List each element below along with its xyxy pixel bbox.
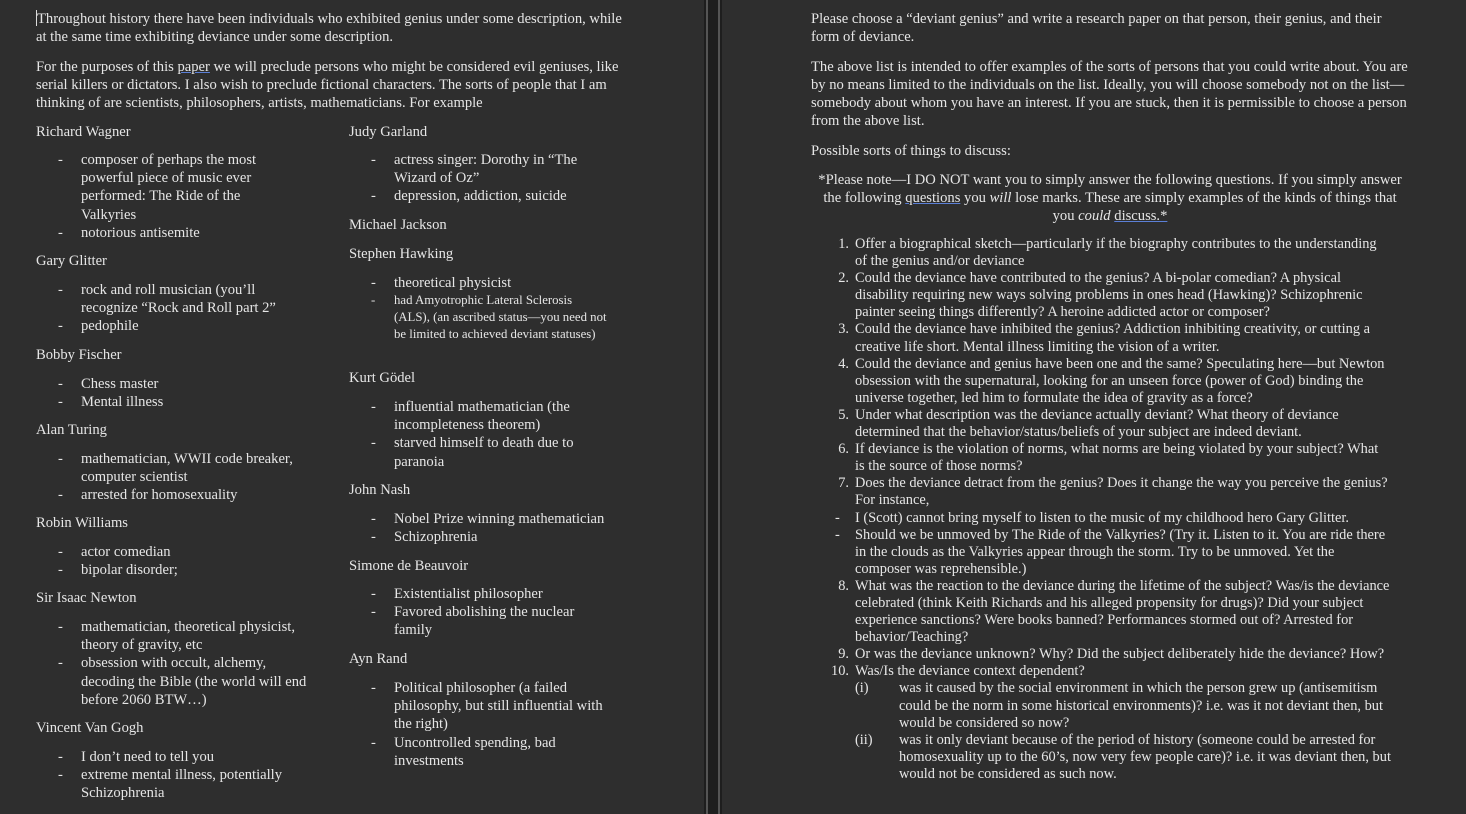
fact-item: - actor comedian (36, 543, 296, 561)
grammar-flag[interactable]: questions (905, 190, 961, 206)
person-facts (349, 510, 629, 546)
person-name: Stephen Hawking (349, 246, 454, 262)
person-facts (36, 151, 276, 242)
intro-paragraph-1: Throughout history there have been individuals who exhibited genius under some description, while at the same time exhibiting deviance under some description. (36, 11, 622, 45)
fact-item: - bipolar disorder; (36, 561, 296, 579)
person-name: Judy Garland (349, 124, 428, 140)
person-name: Alan Turing (36, 422, 107, 438)
question-item: 3. Could the deviance have inhibited the genius? Addiction inhibiting creativity, or cutting a creative life short. Mental illness limiting the vision of a writer. (838, 321, 1371, 355)
fact-item: - Existentialist philosopher (349, 585, 599, 603)
fact-item: - Chess master (36, 375, 296, 393)
note-paragraph: *Please note—I DO NOT want you to simply answer the following questions. If you simply answer the following questions you will lose marks. These are simply examples of the kinds of things that you could discuss.* (818, 172, 1402, 224)
person-name: Michael Jackson (349, 217, 447, 233)
person-name: Kurt Gödel (349, 370, 416, 386)
grammar-flag[interactable]: paper (177, 59, 210, 75)
fact-item: - extreme mental illness, potentially Schizophrenia (36, 766, 311, 802)
fact-item: - Mental illness (36, 393, 296, 411)
person-facts (349, 679, 624, 770)
person-facts (36, 375, 296, 411)
sub-question-item: (ii) was it only deviant because of the period of history (someone could be arrested for homosexuality up to the 60’s, now very few people care)? i.e. it was deviant then, but would not be considered as such now. (855, 731, 1391, 782)
person-name: Gary Glitter (36, 253, 107, 269)
discussion-questions (811, 236, 1391, 783)
fact-item: - depression, addiction, suicide (349, 187, 599, 205)
question-item: 7. Does the deviance detract from the genius? Does it change the way you perceive the genius? For instance, (838, 475, 1388, 509)
person-facts (349, 398, 599, 471)
person-facts (36, 543, 296, 579)
person-name: Richard Wagner (36, 124, 131, 140)
person-facts (36, 748, 311, 803)
question-item: 5. Under what description was the deviance actually deviant? What theory of deviance determined that the behavior/status/beliefs of your subject are indeed deviant. (838, 406, 1339, 441)
question-item: 8. What was the reaction to the deviance during the lifetime of the subject? Was/is the deviance celebrated (think Keith Richards and his alleged propensity for drugs)? Did your subject experience sanctions? Were books banned? Performances stormed out of? Arrested for behavior/Teaching? (838, 577, 1390, 646)
fact-item: - Schizophrenia (349, 528, 629, 546)
fact-item: - I don’t need to tell you (36, 748, 311, 766)
sub-question-item: (i) was it caused by the social environment in which the person grew up (antisemitism could be the norm in some historical environments)? i.e. was it not deviant then, but would be considered so now? (855, 680, 1383, 731)
fact-item: - obsession with occult, alchemy, decoding the Bible (the world will end before 2060 BTW…) (36, 654, 311, 709)
fact-item: - actress singer: Dorothy in “The Wizard of Oz” (349, 151, 599, 187)
fact-item: - arrested for homosexuality (36, 486, 311, 504)
person-facts (349, 151, 599, 206)
fact-item: - influential mathematician (the incompleteness theorem) (349, 398, 599, 434)
left-document-page[interactable] (0, 0, 704, 814)
person-name: Vincent Van Gogh (36, 720, 144, 736)
person-facts (36, 281, 296, 336)
fact-item: - pedophile (36, 317, 296, 335)
example-item: - I (Scott) cannot bring myself to listen to the music of my childhood hero Gary Glitter. (835, 509, 1349, 526)
person-facts (36, 618, 311, 709)
person-facts (36, 450, 311, 505)
person-facts (349, 274, 609, 343)
fact-item: - Uncontrolled spending, bad investments (349, 734, 624, 770)
question-item: 4. Could the deviance and genius have been one and the same? Speculating here—but Newton obsession with the supernatural, looking for an unseen force (power of God) binding the universe together, led him to formulate the idea of gravity as a force? (838, 355, 1385, 406)
question-item: 6. If deviance is the violation of norms, what norms are being violated by your subject? What is the source of those norms? (838, 441, 1379, 475)
fact-item: - mathematician, theoretical physicist, theory of gravity, etc (36, 618, 311, 654)
fact-item: - Favored abolishing the nuclear family (349, 603, 599, 639)
person-facts (349, 585, 599, 640)
fact-item: - theoretical physicist (349, 274, 609, 292)
fact-item: - Nobel Prize winning mathematician (349, 510, 629, 528)
fact-item: - notorious antisemite (36, 224, 276, 242)
fact-item: - mathematician, WWII code breaker, computer scientist (36, 450, 311, 486)
list-explanation-paragraph: The above list is intended to offer examples of the sorts of persons that you could write about. You are by no means limited to the individuals on the list. Ideally, you will choose somebody not on the list—somebody about whom you have an interest. If you are stuck, then it is permissible to choose a person from the above list. (811, 59, 1408, 129)
person-name: Sir Isaac Newton (36, 590, 137, 606)
right-document-page[interactable] (722, 0, 1466, 814)
grammar-flag[interactable]: discuss.* (1114, 208, 1168, 224)
example-item: - Should we be unmoved by The Ride of the Valkyries? (Try it. Listen to it. You are ride there in the clouds as the Valkyries appear through the storm. Try to be unmoved. Yet the composer was reprehensible.) (835, 526, 1386, 577)
person-name: John Nash (349, 482, 411, 498)
person-name: Ayn Rand (349, 651, 408, 667)
page-divider (704, 0, 722, 814)
discussion-heading: Possible sorts of things to discuss: (811, 143, 1011, 159)
assignment-paragraph: Please choose a “deviant genius” and write a research paper on that person, their genius, and their form of deviance. (811, 11, 1382, 45)
question-item: 1. Offer a biographical sketch—particularly if the biography contributes to the understanding of the genius and/or deviance (838, 236, 1377, 270)
person-name: Robin Williams (36, 515, 128, 531)
fact-item: - starved himself to death due to paranoia (349, 434, 599, 470)
question-item: 2. Could the deviance have contributed to the genius? A bi-polar comedian? A physical disability requiring new ways solving problems in ones head (Hawking)? Schizophrenic painter seeing things differently? A heroine addicted actor or composer? (838, 270, 1363, 321)
intro-paragraph-2: For the purposes of this paper we will preclude persons who might be considered evil geniuses, like serial killers or dictators. I also wish to preclude fictional characters. The sorts of people that I am thinking of are scientists, philosophers, artists, mathematicians. For example (36, 59, 619, 111)
fact-item: - had Amyotrophic Lateral Sclerosis (ALS), (an ascribed status—you need not be limited to achieved deviant statuses) (349, 292, 609, 343)
question-item: 9. Or was the deviance unknown? Why? Did the subject deliberately hide the deviance? How? (838, 646, 1385, 663)
fact-item: - Political philosopher (a failed philosophy, but still influential with the right) (349, 679, 624, 734)
person-name: Bobby Fischer (36, 347, 122, 363)
question-item: 10. Was/Is the deviance context dependent? (831, 663, 1085, 680)
person-name: Simone de Beauvoir (349, 558, 469, 574)
fact-item: - rock and roll musician (you’ll recognize “Rock and Roll part 2” (36, 281, 296, 317)
fact-item: - composer of perhaps the most powerful piece of music ever performed: The Ride of the Valkyries (36, 151, 276, 224)
